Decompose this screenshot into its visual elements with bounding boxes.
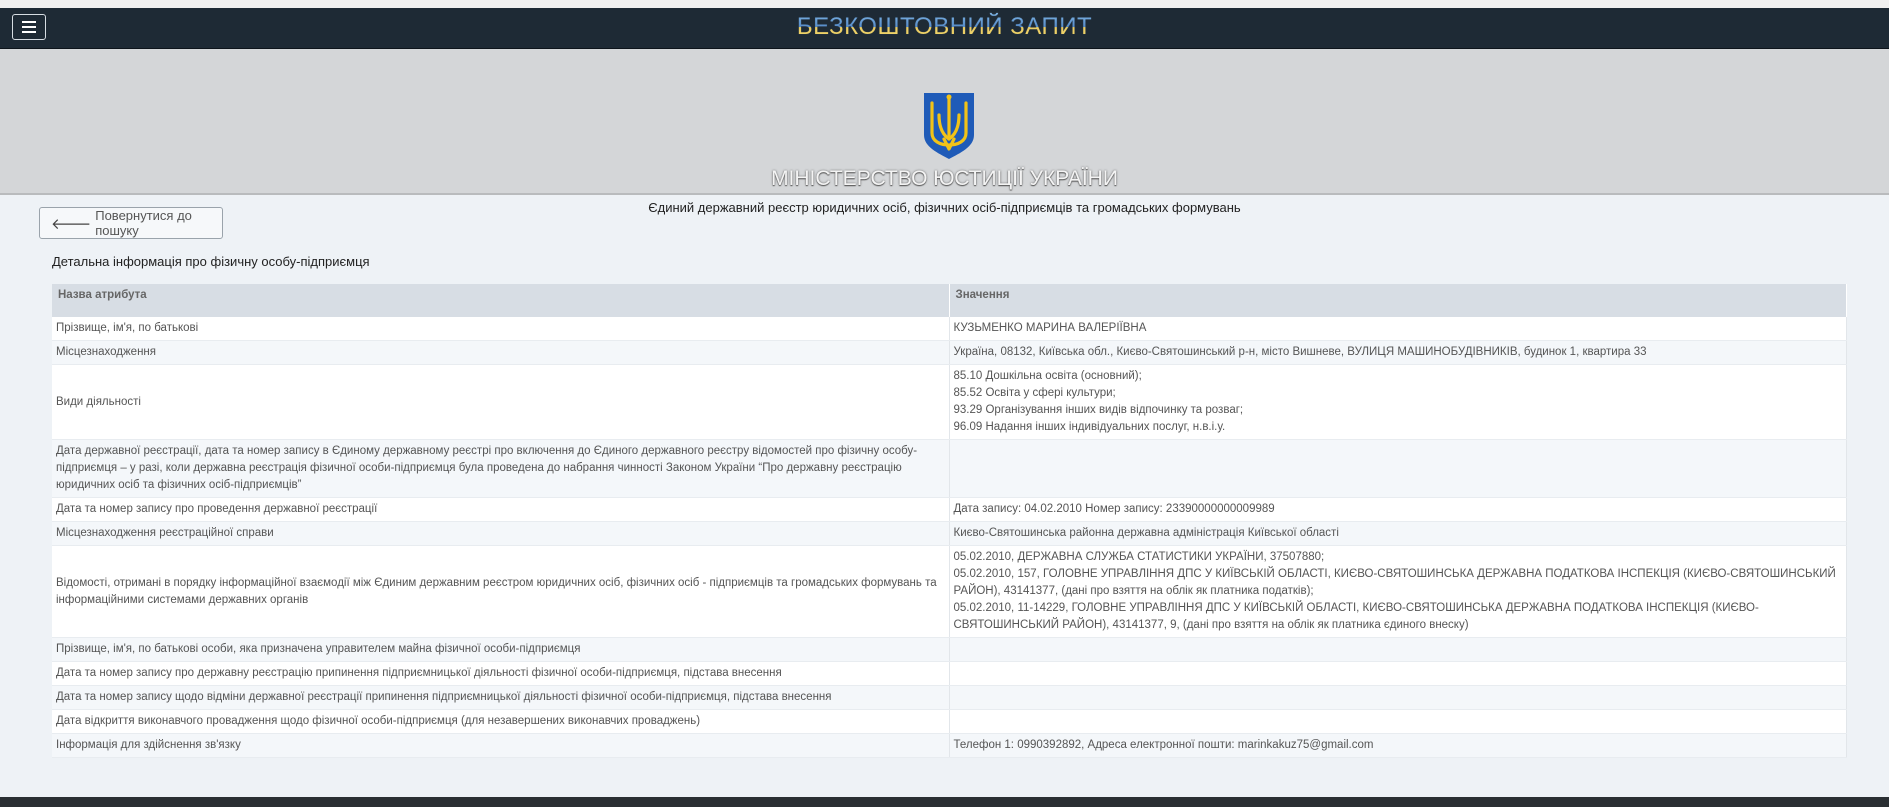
- table-header-row: [52, 284, 1846, 317]
- value-line: 93.29 Організування інших видів відпочинку та розваг;: [953, 404, 1244, 416]
- table-row: [52, 498, 1846, 522]
- table-row: [52, 638, 1846, 662]
- value-cell: [949, 546, 1846, 638]
- attribute-cell: Дата та номер запису про проведення державної реєстрації: [52, 498, 949, 522]
- attribute-cell: Інформація для здійснення зв'язку: [52, 734, 949, 758]
- details-table: [52, 284, 1847, 758]
- column-header-value[interactable]: Значення: [949, 284, 1846, 317]
- attribute-cell: Прізвище, ім'я, по батькові: [52, 317, 949, 341]
- attribute-cell: Прізвище, ім'я, по батькові особи, яка призначена управителем майна фізичної особи-підприємця: [52, 638, 949, 662]
- value-cell: [949, 638, 1846, 662]
- value-line: Телефон 1: 0990392892, Адреса електронної пошти: marinkakuz75@gmail.com: [953, 739, 1374, 751]
- back-button-label: Повернутися до пошуку: [95, 208, 192, 238]
- value-line: КУЗЬМЕНКО МАРИНА ВАЛЕРІЇВНА: [953, 322, 1147, 334]
- value-cell: [949, 522, 1846, 546]
- table-row: [52, 662, 1846, 686]
- table-row: [52, 365, 1846, 440]
- value-cell: [949, 341, 1846, 365]
- ministry-title: МІНІСТЕРСТВО ЮСТИЦІЇ УКРАЇНИ: [771, 167, 1118, 190]
- value-cell: [949, 440, 1846, 498]
- value-cell: [949, 686, 1846, 710]
- table-row: [52, 734, 1846, 758]
- attribute-cell: Відомості, отримані в порядку інформаційної взаємодії між Єдиним державним реєстром юридичних осіб, фізичних осіб - підприємців та громадських формувань та інформаційними системами державних органів: [52, 546, 949, 638]
- top-edge: [0, 0, 1889, 8]
- attribute-cell: Дата та номер запису щодо відміни державної реєстрації припинення підприємницької діяльності фізичної особи-підприємця, підстава внесення: [52, 686, 949, 710]
- attribute-cell: Місцезнаходження: [52, 341, 949, 365]
- table-row: [52, 546, 1846, 638]
- table-row: [52, 710, 1846, 734]
- registry-subtitle: Єдиний державний реєстр юридичних осіб, фізичних осіб-підприємців та громадських формувань: [648, 200, 1241, 215]
- ministry-header: [0, 49, 1889, 215]
- value-line: 96.09 Надання інших індивідуальних послуг, н.в.і.у.: [953, 421, 1226, 433]
- value-cell: [949, 662, 1846, 686]
- table-row: [52, 341, 1846, 365]
- attribute-cell: Дата відкриття виконавчого провадження щодо фізичної особи-підприємця (для незавершених виконавчих проваджень): [52, 710, 949, 734]
- value-line: Україна, 08132, Київська обл., Києво-Святошинський р-н, місто Вишневе, ВУЛИЦЯ МАШИНОБУДІВНИКІВ, будинок 1, квартира 33: [953, 346, 1647, 358]
- value-line: 05.02.2010, ДЕРЖАВНА СЛУЖБА СТАТИСТИКИ УКРАЇНИ, 37507880;: [953, 551, 1325, 563]
- table-row: [52, 440, 1846, 498]
- value-cell: [949, 365, 1846, 440]
- value-line: 05.02.2010, 11-14229, ГОЛОВНЕ УПРАВЛІННЯ ДПС У КИЇВСЬКІЙ ОБЛАСТІ, КИЄВО-СВЯТОШИНСЬКА ДЕРЖАВНА ПОДАТКОВА ІНСПЕКЦІЯ (КИЄВО-СВЯТОШИНСЬКИЙ РАЙОН), 43141377, 9, (дані про взяття на облік як платника єдиного внеску): [953, 602, 1759, 631]
- value-cell: [949, 317, 1846, 341]
- value-line: Дата запису: 04.02.2010 Номер запису: 23390000000009989: [953, 503, 1275, 515]
- back-to-search-button[interactable]: [39, 207, 223, 239]
- top-navbar: [0, 8, 1889, 49]
- table-row: [52, 522, 1846, 546]
- ukraine-trident-icon: [920, 89, 978, 161]
- footer-bar: [0, 797, 1889, 807]
- attribute-cell: Види діяльності: [52, 365, 949, 440]
- value-cell: [949, 710, 1846, 734]
- section-title: Детальна інформація про фізичну особу-підприємця: [52, 254, 370, 269]
- value-line: Києво-Святошинська районна державна адміністрація Київської області: [953, 527, 1339, 539]
- attribute-cell: Дата та номер запису про державну реєстрацію припинення підприємницької діяльності фізичної особи-підприємця, підстава внесення: [52, 662, 949, 686]
- nav-title: БЕЗКОШТОВНИЙ ЗАПИТ: [0, 13, 1889, 41]
- table-row: [52, 317, 1846, 341]
- value-line: 05.02.2010, 157, ГОЛОВНЕ УПРАВЛІННЯ ДПС У КИЇВСЬКІЙ ОБЛАСТІ, КИЄВО-СВЯТОШИНСЬКА ДЕРЖАВНА ПОДАТКОВА ІНСПЕКЦІЯ (КИЄВО-СВЯТОШИНСЬКИЙ РАЙОН), 43141377, (дані про взяття на облік як платника податків);: [953, 568, 1836, 597]
- attribute-cell: Місцезнаходження реєстраційної справи: [52, 522, 949, 546]
- attribute-cell: Дата державної реєстрації, дата та номер запису в Єдиному державному реєстрі про включення до Єдиного державного реєстру відомостей про фізичну особу-підприємця – у разі, коли державна реєстрація фізичної особи-підприємця була проведена до набрання чинності Законом України “Про державну реєстрацію юридичних осіб та фізичних осіб-підприємців”: [52, 440, 949, 498]
- column-header-attribute[interactable]: Назва атрибута: [52, 284, 949, 317]
- value-cell: [949, 734, 1846, 758]
- value-cell: [949, 498, 1846, 522]
- value-line: 85.52 Освіта у сфері культури;: [953, 387, 1116, 399]
- arrow-left-icon: 🡐: [51, 215, 92, 233]
- table-row: [52, 686, 1846, 710]
- value-line: 85.10 Дошкільна освіта (основний);: [953, 370, 1142, 382]
